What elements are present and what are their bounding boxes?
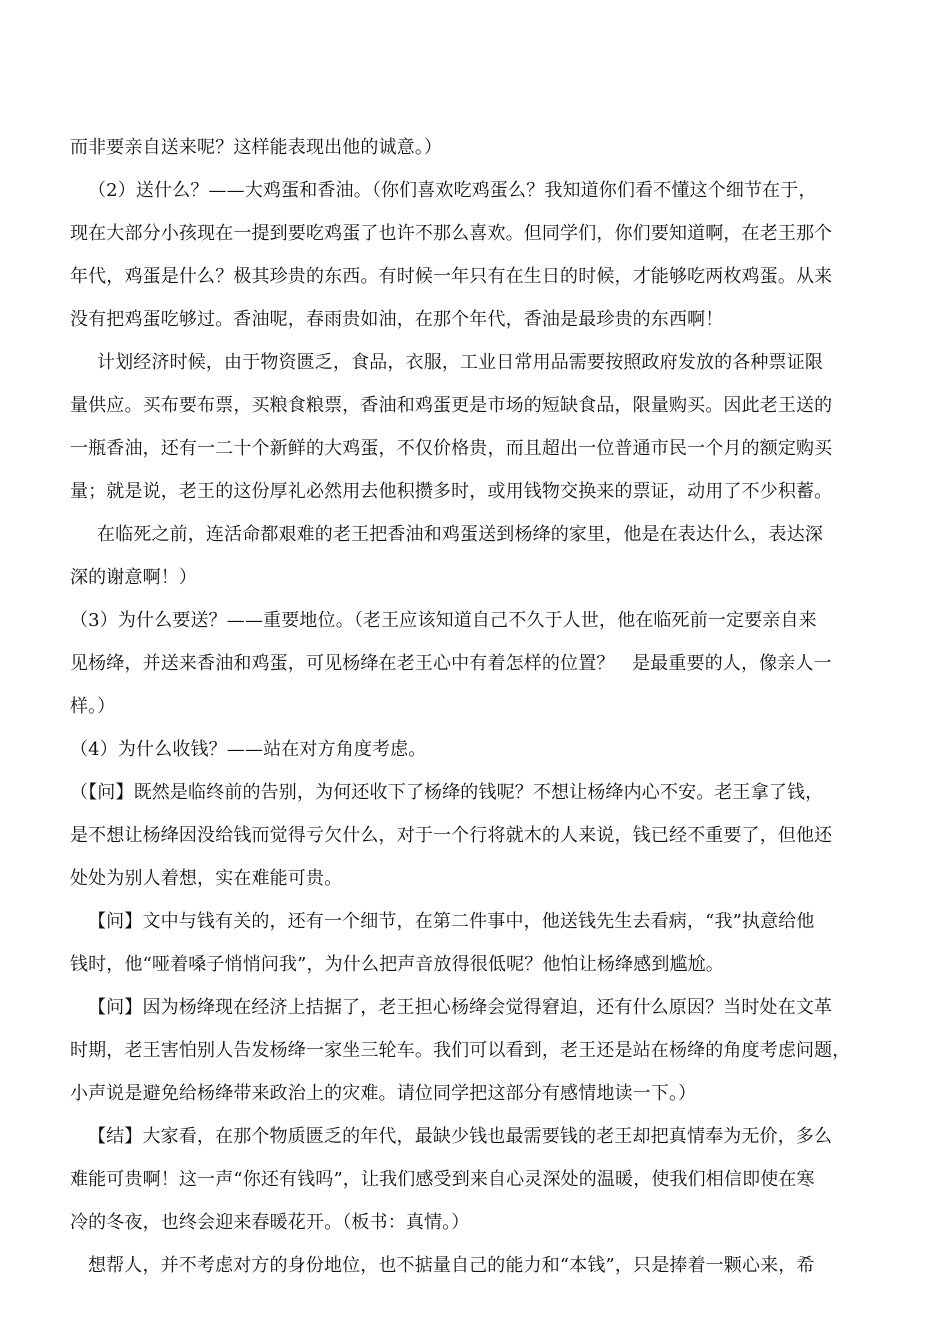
text-line: 计划经济时候，由于物资匮乏，食品，衣服，工业日常用品需要按照政府发放的各种票证限 xyxy=(97,352,823,373)
text-line: （4）为什么收钱？——站在对方角度考虑。 xyxy=(70,739,427,760)
text-line: （2）送什么？——大鸡蛋和香油。（你们喜欢吃鸡蛋么？我知道你们看不懂这个细节在于， xyxy=(88,180,817,201)
text-line: 【结】大家看，在那个物质匮乏的年代，最缺少钱也最需要钱的老王却把真情奉为无价，多么 xyxy=(88,1126,833,1147)
text-line: 时期，老王害怕别人告发杨绛一家坐三轮车。我们可以看到，老王还是站在杨绛的角度考虑问题， xyxy=(70,1040,851,1061)
text-line: 量；就是说，老王的这份厚礼必然用去他积攒多时，或用钱物交换来的票证，动用了不少积蓄。 xyxy=(70,481,833,502)
text-line: 样。） xyxy=(70,696,116,717)
text-line: 是不想让杨绛因没给钱而觉得亏欠什么，对于一个行将就木的人来说，钱已经不重要了，但他还 xyxy=(70,825,833,846)
text-line: 量供应。买布要布票，买粮食粮票，香油和鸡蛋更是市场的短缺食品，限量购买。因此老王送的 xyxy=(70,395,833,416)
text-line: （【问】既然是临终前的告别，为何还收下了杨绛的钱呢？不想让杨绛内心不安。老王拿了钱， xyxy=(70,782,824,803)
text-line: （3）为什么要送？——重要地位。（老王应该知道自己不久于人世，他在临死前一定要亲自来 xyxy=(70,610,817,631)
text-line: 冷的冬夜，也终会迎来春暖花开。（板书：真情。） xyxy=(70,1212,470,1233)
text-line: 现在大部分小孩现在一提到要吃鸡蛋了也许不那么喜欢。但同学们，你们要知道啊，在老王那个 xyxy=(70,223,833,244)
text-line: 【问】因为杨绛现在经济上拮据了，老王担心杨绛会觉得窘迫，还有什么原因？当时处在文革 xyxy=(88,997,833,1018)
text-line: 见杨绛，并送来香油和鸡蛋，可见杨绛在老王心中有着怎样的位置？ 是最重要的人，像亲人一 xyxy=(70,653,832,674)
text-line: 【问】文中与钱有关的，还有一个细节，在第二件事中，他送钱先生去看病，“我”执意给他 xyxy=(88,911,815,932)
text-line: 处处为别人着想，实在难能可贵。 xyxy=(70,868,343,889)
text-line: 小声说是避免给杨绛带来政治上的灾难。请位同学把这部分有感情地读一下。） xyxy=(70,1083,697,1104)
text-line: 而非要亲自送来呢？这样能表现出他的诚意。） xyxy=(70,137,443,158)
text-line: 难能可贵啊！这一声“你还有钱吗”，让我们感受到来自心灵深处的温暖，使我们相信即使在寒 xyxy=(70,1169,815,1190)
text-line: 钱时，他“哑着嗓子悄悄问我”，为什么把声音放得很低呢？他怕让杨绛感到尴尬。 xyxy=(70,954,724,975)
text-line: 深的谢意啊！） xyxy=(70,567,198,588)
text-line: 一瓶香油，还有一二十个新鲜的大鸡蛋，不仅价格贵，而且超出一位普通市民一个月的额定购买 xyxy=(70,438,833,459)
text-line: 想帮人，并不考虑对方的身份地位，也不掂量自己的能力和“本钱”，只是捧着一颗心来，希 xyxy=(88,1255,815,1276)
text-line: 年代，鸡蛋是什么？极其珍贵的东西。有时候一年只有在生日的时候，才能够吃两枚鸡蛋。从来 xyxy=(70,266,833,287)
text-line: 在临死之前，连活命都艰难的老王把香油和鸡蛋送到杨绛的家里，他是在表达什么，表达深 xyxy=(97,524,823,545)
text-line: 没有把鸡蛋吃够过。香油呢，春雨贵如油，在那个年代，香油是最珍贵的东西啊！ xyxy=(70,309,724,330)
